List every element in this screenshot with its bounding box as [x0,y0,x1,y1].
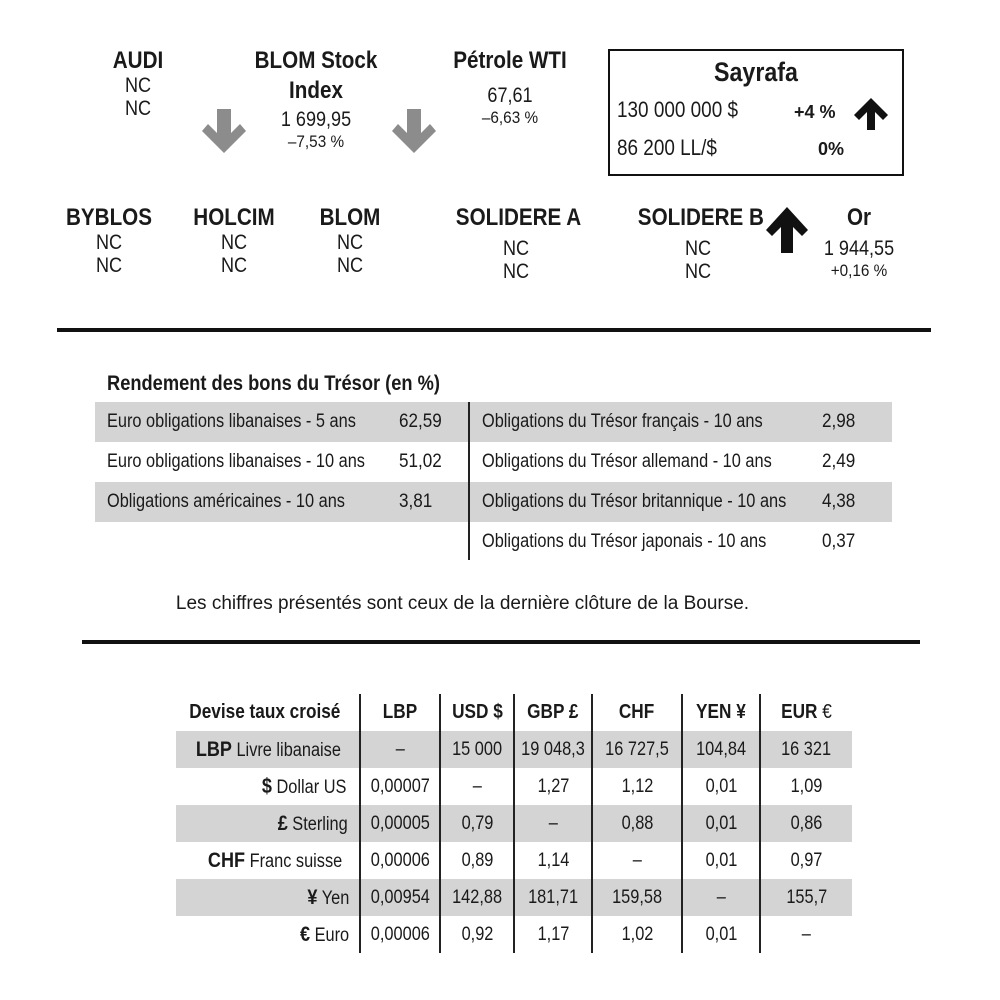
currency-symbol: ¥ [736,701,746,723]
table-cell: 0,92 [440,916,514,953]
sayrafa-rate-change: 0% [818,139,845,159]
table-cell: 0,00006 [360,842,440,879]
ticker-value: NC [684,260,712,283]
treasury-label: Euro obligations libanaises - 5 ans [107,411,356,432]
row-header [176,731,360,768]
currency-symbol: € [822,701,832,723]
treasury-value: 62,59 [399,411,442,432]
ticker-value: NC [502,237,530,260]
table-cell: – [592,842,682,879]
sayrafa-volume: 130 000 000 $ [617,97,739,122]
col-code: EUR [781,701,818,723]
table-row [176,768,852,805]
table-cell: 1,27 [514,768,592,805]
ticker-name: BLOM Stock [254,47,378,74]
treasury-row [95,442,468,482]
treasury-row [95,402,468,442]
ticker-change: +0,16 % [830,261,888,280]
table-cell: 0,00005 [360,805,440,842]
row-header [176,842,360,879]
col-code: CHF [619,701,655,723]
table-cell: 19 048,3 [514,731,592,768]
col-code: USD [451,701,488,723]
arrow-down-icon [202,109,246,156]
table-cell: 1,12 [592,768,682,805]
table-cell: 0,01 [682,842,760,879]
col-header [514,694,592,731]
table-row [176,842,852,879]
table-cell: 0,79 [440,805,514,842]
ticker-value: NC [95,254,123,277]
corner-label: Devise taux croisé [189,701,341,723]
row-symbol: LBP [196,737,233,761]
arrow-up-icon [854,98,888,130]
col-code: GBP [527,701,565,723]
treasury-row [95,482,468,522]
ticker-audi [88,48,188,120]
ticker-name: BYBLOS [65,204,152,231]
row-header [176,805,360,842]
closing-note: Les chiffres présentés sont ceux de la dernière clôture de la Bourse. [175,593,750,614]
col-code: YEN [696,701,732,723]
sayrafa-title: Sayrafa [714,57,798,87]
divider [57,328,931,332]
ticker-value: NC [336,231,364,254]
row-header [176,879,360,916]
table-cell: 0,89 [440,842,514,879]
treasury-row [470,522,892,562]
table-cell: 1,17 [514,916,592,953]
treasury-label: Obligations du Trésor français - 10 ans [482,411,763,432]
treasury-label: Euro obligations libanaises - 10 ans [107,451,365,472]
table-header-row [176,694,852,731]
ticker-wti [430,48,590,129]
treasury-label: Obligations du Trésor britannique - 10 ans [482,491,787,512]
treasury-value: 2,49 [822,451,856,472]
table-cell: 15 000 [440,731,514,768]
table-cell: – [514,805,592,842]
row-symbol: ¥ [307,885,318,909]
treasury-value: 51,02 [399,451,442,472]
ticker-value: NC [502,260,530,283]
sayrafa-rate: 86 200 LL/$ [617,135,717,160]
table-cell: 0,86 [760,805,852,842]
table-cell: – [440,768,514,805]
treasury-label: Obligations du Trésor allemand - 10 ans [482,451,772,472]
ticker-gold [800,205,918,282]
table-cell: 0,01 [682,805,760,842]
table-cell: 0,97 [760,842,852,879]
ticker-value: NC [336,254,364,277]
treasury-label: Obligations du Trésor japonais - 10 ans [482,531,767,552]
treasury-row [470,482,892,522]
row-symbol: $ [261,774,272,798]
row-symbol: € [299,922,310,946]
ticker-name: Or [846,204,872,231]
row-name: Dollar US [276,776,347,798]
ticker-blom-index [236,48,396,153]
table-cell: 1,14 [514,842,592,879]
treasury-value: 4,38 [822,491,856,512]
row-symbol: CHF [207,848,245,872]
ticker-value: NC [220,231,248,254]
ticker-value: 67,61 [487,84,533,107]
table-cell: 0,88 [592,805,682,842]
col-header [760,694,852,731]
row-header [176,768,360,805]
ticker-value: NC [95,231,123,254]
ticker-change: –6,63 % [481,108,539,127]
ticker-name: Pétrole WTI [453,47,567,74]
divider [82,640,920,644]
table-cell: 1,09 [760,768,852,805]
table-row [176,879,852,916]
currency-symbol: £ [569,701,579,723]
table-cell: – [682,879,760,916]
ticker-byblos [58,205,160,277]
arrow-down-icon [392,109,436,156]
table-cell: 0,01 [682,916,760,953]
currency-symbol: $ [492,701,503,723]
ticker-value: 1 699,95 [280,108,352,131]
table-cell: 16 321 [760,731,852,768]
ticker-name: AUDI [112,47,164,74]
ticker-value: NC [124,97,152,120]
ticker-value: NC [124,74,152,97]
ticker-name: SOLIDERE A [455,204,582,231]
table-cell: 155,7 [760,879,852,916]
ticker-name: Index [289,77,343,104]
table-cell: 0,00007 [360,768,440,805]
ticker-value: NC [684,237,712,260]
treasury-value: 2,98 [822,411,856,432]
ticker-holcim [183,205,285,277]
treasury-title: Rendement des bons du Trésor (en %) [107,372,440,395]
row-name: Livre libanaise [236,739,342,761]
ticker-name: HOLCIM [193,204,275,231]
table-row [176,805,852,842]
ticker-blom [305,205,395,277]
treasury-value: 3,81 [399,491,433,512]
sayrafa-box [608,49,904,176]
table-cell: 0,01 [682,768,760,805]
col-code: LBP [382,701,418,723]
table-cell: 181,71 [514,879,592,916]
ticker-value: 1 944,55 [823,237,895,260]
col-header [592,694,682,731]
table-cell: 142,88 [440,879,514,916]
treasury-divider [468,402,470,560]
table-cell: 0,00954 [360,879,440,916]
col-header [360,694,440,731]
treasury-row [470,442,892,482]
row-name: Yen [322,887,350,909]
row-header [176,916,360,953]
cross-rates-table [176,694,852,953]
ticker-name: BLOM [319,204,381,231]
table-cell: 1,02 [592,916,682,953]
row-name: Sterling [291,813,348,835]
table-cell: 159,58 [592,879,682,916]
treasury-label: Obligations américaines - 10 ans [107,491,345,512]
sayrafa-volume-change: +4 % [794,102,836,122]
ticker-change: –7,53 % [287,132,345,151]
col-header [682,694,760,731]
ticker-name: SOLIDERE B [637,204,764,231]
row-name: Euro [314,924,350,946]
col-header [440,694,514,731]
table-row [176,731,852,768]
ticker-solidere-b [628,205,768,283]
table-row [176,916,852,953]
row-name: Franc suisse [249,850,343,872]
corner-header [176,694,360,731]
table-cell: 16 727,5 [592,731,682,768]
treasury-row [470,402,892,442]
table-cell: – [360,731,440,768]
table-cell: 104,84 [682,731,760,768]
ticker-solidere-a [446,205,586,283]
table-cell: 0,00006 [360,916,440,953]
treasury-value: 0,37 [822,531,856,552]
table-cell: – [760,916,852,953]
row-symbol: £ [277,811,288,835]
ticker-value: NC [220,254,248,277]
